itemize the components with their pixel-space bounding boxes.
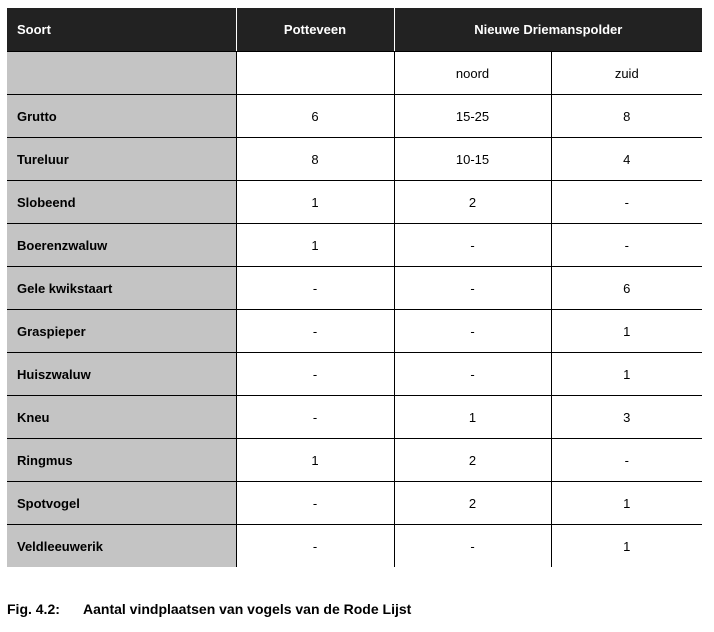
table-header-row [7,8,702,52]
table-subheader-row [7,52,702,95]
potteveen-count: - [236,267,394,310]
zuid-count: - [551,224,702,267]
species-name: Kneu [7,396,236,439]
red-list-birds-table [7,8,702,567]
potteveen-count: 8 [236,138,394,181]
zuid-count: 6 [551,267,702,310]
potteveen-count: - [236,396,394,439]
noord-count: 2 [394,181,551,224]
zuid-count: 1 [551,525,702,568]
table-row [7,181,702,224]
potteveen-count: 6 [236,95,394,138]
zuid-count: 1 [551,310,702,353]
zuid-count: 3 [551,396,702,439]
species-name: Spotvogel [7,482,236,525]
noord-count: 10-15 [394,138,551,181]
noord-count: - [394,224,551,267]
table-row [7,95,702,138]
potteveen-count: - [236,353,394,396]
subheader-potteveen-empty [236,52,394,95]
potteveen-count: 1 [236,439,394,482]
noord-count: - [394,310,551,353]
species-name: Huiszwaluw [7,353,236,396]
potteveen-count: - [236,310,394,353]
table-row [7,439,702,482]
zuid-count: - [551,439,702,482]
zuid-count: 1 [551,482,702,525]
species-name: Graspieper [7,310,236,353]
table-row [7,396,702,439]
subheader-species-empty [7,52,236,95]
figure-label: Fig. 4.2: [7,601,60,617]
species-name: Veldleeuwerik [7,525,236,568]
noord-count: 2 [394,439,551,482]
potteveen-count: 1 [236,224,394,267]
noord-count: 2 [394,482,551,525]
species-name: Grutto [7,95,236,138]
noord-count: 1 [394,396,551,439]
table-row [7,267,702,310]
table-row [7,525,702,568]
species-name: Slobeend [7,181,236,224]
noord-count: - [394,267,551,310]
subheader-noord: noord [394,52,551,95]
figure-caption [7,601,411,617]
potteveen-count: - [236,525,394,568]
species-name: Ringmus [7,439,236,482]
table-row [7,138,702,181]
figure-caption-text: Aantal vindplaatsen van vogels van de Rode Lijst [83,601,412,617]
table-row [7,353,702,396]
zuid-count: 4 [551,138,702,181]
species-name: Tureluur [7,138,236,181]
header-nieuwe-driemanspolder: Nieuwe Driemanspolder [394,8,702,52]
table-row [7,482,702,525]
subheader-zuid: zuid [551,52,702,95]
species-table-container [7,8,702,567]
zuid-count: 1 [551,353,702,396]
noord-count: - [394,353,551,396]
species-name: Boerenzwaluw [7,224,236,267]
potteveen-count: 1 [236,181,394,224]
header-species: Soort [7,8,236,52]
zuid-count: 8 [551,95,702,138]
species-name: Gele kwikstaart [7,267,236,310]
table-row [7,310,702,353]
zuid-count: - [551,181,702,224]
header-potteveen: Potteveen [236,8,394,52]
noord-count: - [394,525,551,568]
table-row [7,224,702,267]
noord-count: 15-25 [394,95,551,138]
potteveen-count: - [236,482,394,525]
